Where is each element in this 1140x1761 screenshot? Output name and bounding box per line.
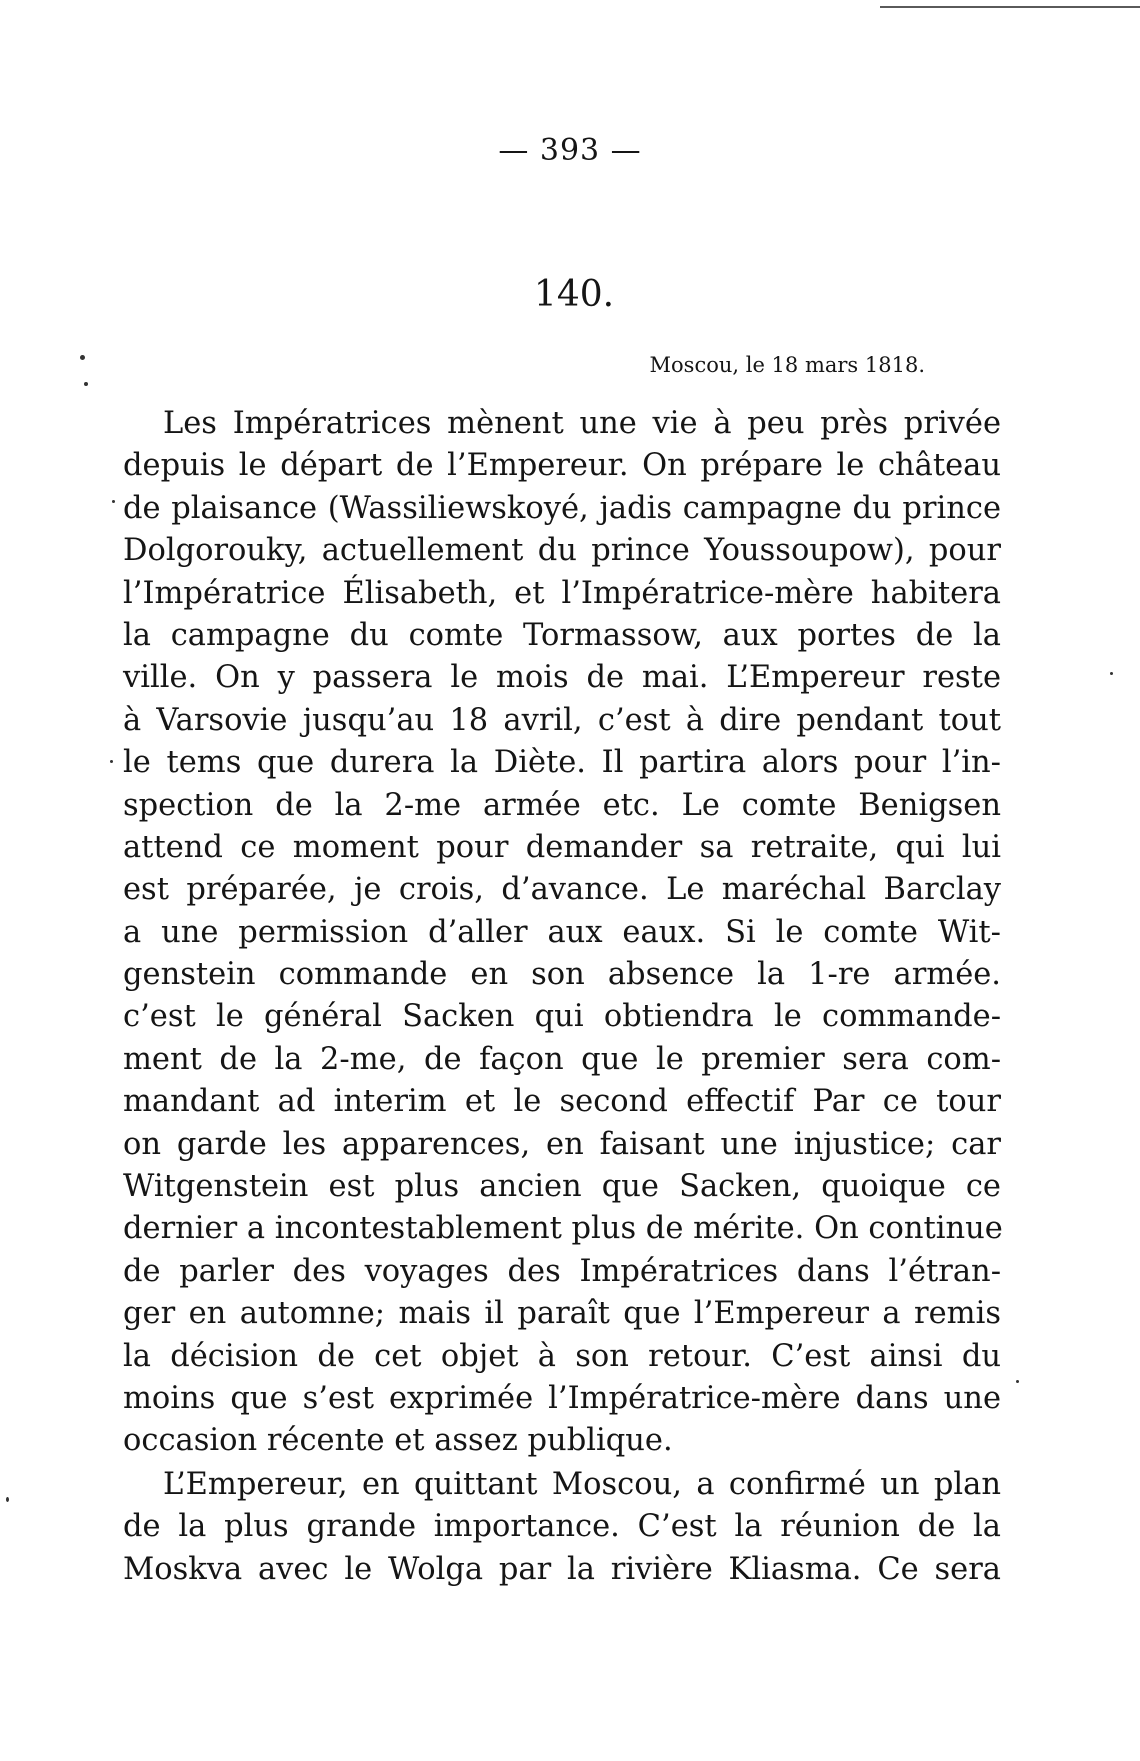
text-line: genstein commande en son absence la 1-re armée. (123, 957, 1001, 993)
text-line: occasion récente et assez publique. (123, 1423, 673, 1459)
text-line: Dolgorouky, actuellement du prince Youssoupow), pour (123, 533, 1001, 569)
scan-speck (84, 382, 88, 386)
scan-speck (110, 760, 113, 763)
text-line: la campagne du comte Tormassow, aux portes de la (123, 617, 1001, 653)
text-line: de plaisance (Wassiliewskoyé, jadis campagne du prince (123, 490, 1001, 526)
letter-number: 140. (533, 274, 615, 315)
text-line: a une permission d’aller aux eaux. Si le comte Wit- (123, 914, 1001, 950)
text-line: le tems que durera la Diète. Il partira alors pour l’in- (123, 745, 1001, 781)
scan-speck (80, 355, 85, 360)
text-line: on garde les apparences, en faisant une injustice; car (123, 1126, 1001, 1162)
text-line: moins que s’est exprimée l’Impératrice-mère dans une (123, 1380, 1001, 1416)
scan-speck (1110, 672, 1113, 675)
text-line: l’Impératrice Élisabeth, et l’Impératrice-mère habitera (123, 575, 1001, 611)
text-line: est préparée, je crois, d’avance. Le maréchal Barclay (123, 872, 1001, 908)
text-line: spection de la 2-me armée etc. Le comte Benigsen (123, 787, 1001, 823)
scan-speck (6, 1497, 9, 1502)
text-line: Les Impératrices mènent une vie à peu près privée (163, 406, 1001, 441)
text-line: depuis le départ de l’Empereur. On prépare le château (123, 448, 1001, 484)
scan-speck (112, 500, 115, 503)
scan-edge-rule (880, 6, 1140, 8)
text-line: ment de la 2-me, de façon que le premier sera com- (123, 1041, 1001, 1077)
text-line: de la plus grande importance. C’est la réunion de la (123, 1509, 1001, 1545)
text-line: c’est le général Sacken qui obtiendra le commande- (123, 999, 1001, 1035)
scan-speck (1016, 1380, 1019, 1383)
text-line: la décision de cet objet à son retour. C’est ainsi du (123, 1338, 1001, 1374)
page-number: — 393 — (498, 133, 642, 168)
text-line: L’Empereur, en quittant Moscou, a confirmé un plan (163, 1466, 1001, 1502)
dateline: Moscou, le 18 mars 1818. (649, 353, 925, 377)
text-line: à Varsovie jusqu’au 18 avril, c’est à dire pendant tout (123, 702, 1001, 738)
text-line: mandant ad interim et le second effectif Par ce tour (123, 1084, 1001, 1120)
text-line: Moskva avec le Wolga par la rivière Kliasma. Ce sera (123, 1551, 1001, 1587)
text-line: Witgenstein est plus ancien que Sacken, quoique ce (123, 1169, 1001, 1205)
text-line: ville. On y passera le mois de mai. L’Empereur reste (123, 660, 1001, 696)
text-line: dernier a incontestablement plus de mérite. On continue (123, 1211, 1003, 1247)
text-line: attend ce moment pour demander sa retraite, qui lui (123, 829, 1001, 865)
text-line: ger en automne; mais il paraît que l’Empereur a remis (123, 1296, 1001, 1332)
text-line: de parler des voyages des Impératrices dans l’étran- (123, 1253, 1001, 1289)
letter-body (123, 403, 1001, 1591)
